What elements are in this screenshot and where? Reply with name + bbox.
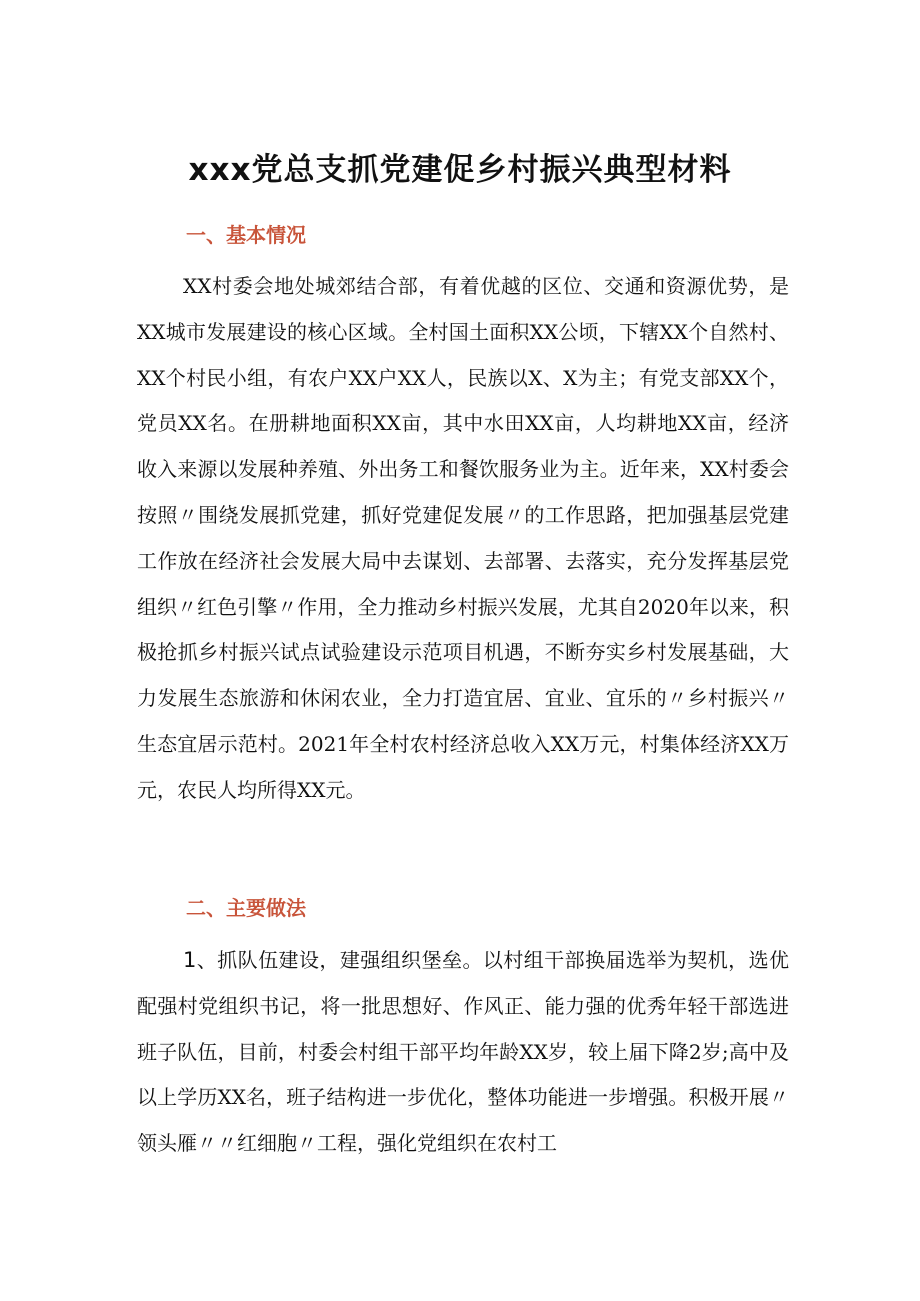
main-practices-paragraph xyxy=(137,938,789,1167)
section-heading-main-practices: 二、主要做法 xyxy=(186,896,306,920)
item-number: 1 xyxy=(183,948,197,972)
item-text: 、抓队伍建设，建强组织堡垒。以村组干部换届选举为契机，选优配强村党组织书记，将一批思想好、作风正、能力强的优秀年轻干部选进班子队伍，目前，村委会村组干部平均年龄XX岁，较上届下降2岁;高中及以上学历XX名，班子结构进一步优化，整体功能进一步增强。积极开展〃领头雁〃〃红细胞〃工程，强化党组织在农村工 xyxy=(137,948,789,1156)
section-heading-basic-info: 一、基本情况 xyxy=(186,223,306,247)
document-title: xxx党总支抓党建促乡村振兴典型材料 xyxy=(188,152,732,188)
basic-info-paragraph: XX村委会地处城郊结合部，有着优越的区位、交通和资源优势，是XX城市发展建设的核心区域。全村国土面积XX公顷，下辖XX个自然村、XX个村民小组，有农户XX户XX人，民族以X、X为主；有党支部XX个，党员XX名。在册耕地面积XX亩，其中水田XX亩，人均耕地XX亩，经济收入来源以发展种养殖、外出务工和餐饮服务业为主。近年来，XX村委会按照〃围绕发展抓党建，抓好党建促发展〃的工作思路，把加强基层党建工作放在经济社会发展大局中去谋划、去部署、去落实，充分发挥基层党组织〃红色引擎〃作用，全力推动乡村振兴发展，尤其自2020年以来，积极抢抓乡村振兴试点试验建设示范项目机遇，不断夯实乡村发展基础，大力发展生态旅游和休闲农业，全力打造宜居、宜业、宜乐的〃乡村振兴〃生态宜居示范村。2021年全村农村经济总收入XX万元，村集体经济XX万元，农民人均所得XX元。 xyxy=(137,274,789,802)
